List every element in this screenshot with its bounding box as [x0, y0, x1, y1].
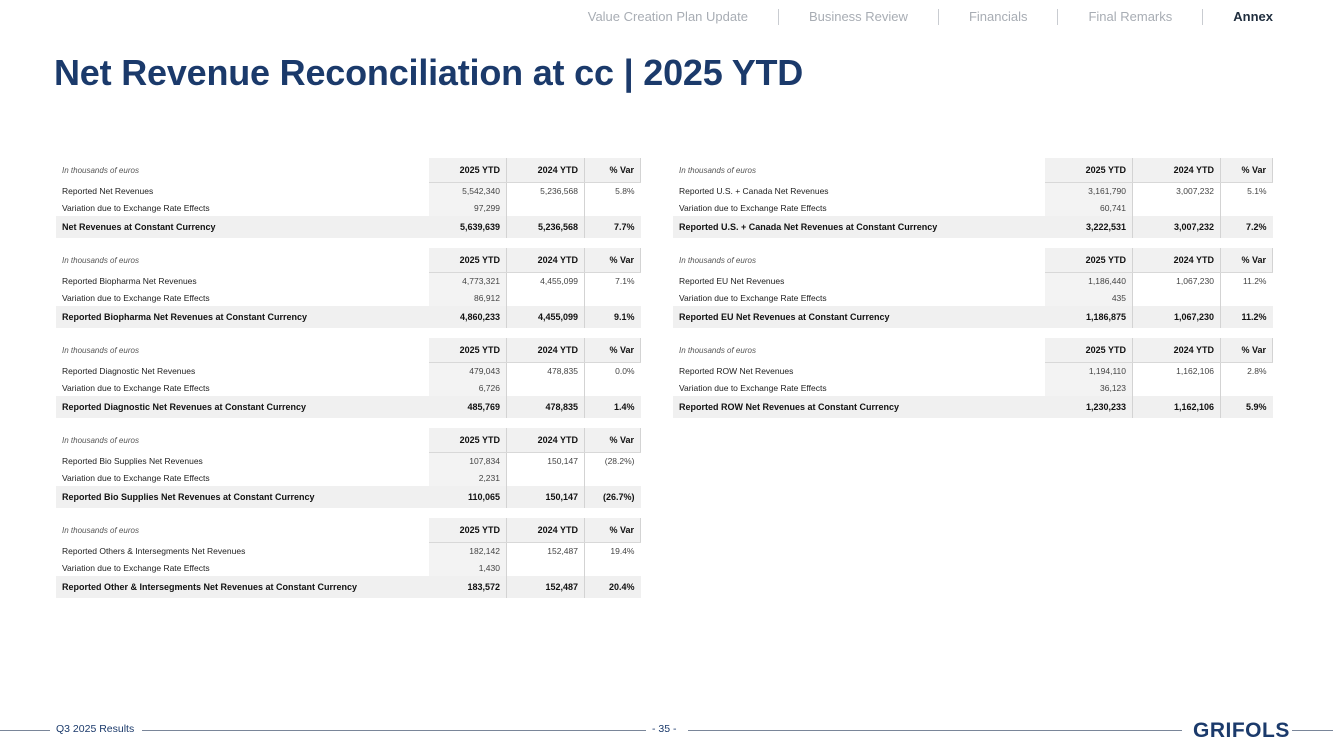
- footer: [0, 719, 1333, 742]
- cell-2025: 2,231: [429, 469, 507, 486]
- total-2024: 4,455,099: [507, 306, 585, 328]
- table-row: [56, 452, 641, 469]
- table-total-row: [56, 486, 641, 508]
- cell-2024: 5,236,568: [507, 182, 585, 199]
- total-2024: 478,835: [507, 396, 585, 418]
- row-label: Variation due to Exchange Rate Effects: [679, 292, 827, 303]
- footer-rule: [0, 730, 50, 731]
- total-label: Reported U.S. + Canada Net Revenues at Constant Currency: [673, 216, 1045, 238]
- cell-2024: 152,487: [507, 542, 585, 559]
- row-label: Variation due to Exchange Rate Effects: [62, 202, 210, 213]
- total-var: 7.7%: [585, 216, 641, 238]
- cell-2025: 1,186,440: [1045, 272, 1133, 289]
- others-intersegments-table: [56, 518, 641, 598]
- total-2024: 5,236,568: [507, 216, 585, 238]
- cell-2025: 182,142: [429, 542, 507, 559]
- table-row: [673, 272, 1273, 289]
- cell-2025: 97,299: [429, 199, 507, 216]
- nav-item-value-creation-plan[interactable]: Value Creation Plan Update: [587, 9, 748, 24]
- cell-var: 11.2%: [1243, 275, 1267, 286]
- row-label: Variation due to Exchange Rate Effects: [62, 562, 210, 573]
- total-2024: 150,147: [507, 486, 585, 508]
- column-header-2025: 2025 YTD: [1045, 158, 1133, 182]
- column-header-2024: 2024 YTD: [1133, 158, 1221, 182]
- footer-report-label: Q3 2025 Results: [56, 723, 135, 735]
- column-header-var: % Var: [585, 518, 641, 542]
- total-label: Reported Biopharma Net Revenues at Constant Currency: [56, 306, 429, 328]
- total-2024: 152,487: [507, 576, 585, 598]
- cell-2024: [507, 469, 585, 486]
- diagnostic-table: [56, 338, 641, 418]
- table-header-row: [673, 248, 1273, 272]
- row-label: Variation due to Exchange Rate Effects: [679, 382, 827, 393]
- total-2024: 3,007,232: [1133, 216, 1221, 238]
- table-total-row: [56, 396, 641, 418]
- total-label: Reported Bio Supplies Net Revenues at Constant Currency: [56, 486, 429, 508]
- cell-var: 19.4%: [610, 545, 635, 556]
- column-header-2025: 2025 YTD: [429, 518, 507, 542]
- top-navigation: [558, 9, 1273, 25]
- unit-note: In thousands of euros: [62, 525, 139, 535]
- cell-2024: 478,835: [507, 362, 585, 379]
- cell-2025: 107,834: [429, 452, 507, 469]
- column-header-2024: 2024 YTD: [507, 248, 585, 272]
- cell-2024: [507, 289, 585, 306]
- cell-var: 0.0%: [615, 365, 635, 376]
- cell-2024: 3,007,232: [1133, 182, 1221, 199]
- table-row: [56, 272, 641, 289]
- column-header-2025: 2025 YTD: [429, 428, 507, 452]
- table-total-row: [56, 576, 641, 598]
- table-header-row: [56, 158, 641, 182]
- nav-item-financials[interactable]: Financials: [938, 9, 1058, 25]
- row-label: Reported Biopharma Net Revenues: [62, 275, 197, 286]
- cell-2024: [507, 379, 585, 396]
- table-header-row: [673, 158, 1273, 182]
- cell-var: (28.2%): [604, 455, 635, 466]
- cell-2025: 4,773,321: [429, 272, 507, 289]
- cell-var: [585, 199, 641, 216]
- grifols-logo: GRIFOLS: [1193, 719, 1290, 742]
- cell-var: [1221, 199, 1273, 216]
- cell-2025: 5,542,340: [429, 182, 507, 199]
- cell-2025: 60,741: [1045, 199, 1133, 216]
- table-row: [56, 362, 641, 379]
- unit-note: In thousands of euros: [679, 255, 756, 265]
- table-row: [673, 362, 1273, 379]
- total-2025: 183,572: [429, 576, 507, 598]
- column-header-var: % Var: [1221, 248, 1273, 272]
- cell-2024: [507, 559, 585, 576]
- table-header-row: [56, 338, 641, 362]
- total-2024: 1,162,106: [1133, 396, 1221, 418]
- cell-2025: 435: [1045, 289, 1133, 306]
- row-table: [673, 338, 1273, 418]
- total-2025: 3,222,531: [1045, 216, 1133, 238]
- column-header-2025: 2025 YTD: [429, 338, 507, 362]
- cell-var: [585, 469, 641, 486]
- unit-note: In thousands of euros: [62, 435, 139, 445]
- cell-var: 5.1%: [1247, 185, 1267, 196]
- total-2024: 1,067,230: [1133, 306, 1221, 328]
- row-label: Reported Diagnostic Net Revenues: [62, 365, 196, 376]
- column-header-2024: 2024 YTD: [507, 428, 585, 452]
- total-label: Reported Diagnostic Net Revenues at Constant Currency: [56, 396, 429, 418]
- cell-2025: 1,430: [429, 559, 507, 576]
- total-2025: 110,065: [429, 486, 507, 508]
- row-label: Reported EU Net Revenues: [679, 275, 785, 286]
- table-row: [673, 379, 1273, 396]
- cell-var: 5.8%: [615, 185, 635, 196]
- eu-table: [673, 248, 1273, 328]
- table-row: [56, 379, 641, 396]
- cell-var: 7.1%: [615, 275, 635, 286]
- total-2025: 1,230,233: [1045, 396, 1133, 418]
- column-header-var: % Var: [1221, 158, 1273, 182]
- cell-var: [585, 379, 641, 396]
- unit-note: In thousands of euros: [62, 345, 139, 355]
- table-row: [56, 289, 641, 306]
- nav-item-final-remarks[interactable]: Final Remarks: [1057, 9, 1202, 25]
- footer-rule: [142, 730, 646, 731]
- unit-note: In thousands of euros: [62, 165, 139, 175]
- column-header-2025: 2025 YTD: [429, 158, 507, 182]
- unit-note: In thousands of euros: [679, 165, 756, 175]
- column-header-var: % Var: [585, 338, 641, 362]
- row-label: Reported U.S. + Canada Net Revenues: [679, 185, 829, 196]
- table-total-row: [56, 216, 641, 238]
- table-row: [56, 182, 641, 199]
- table-total-row: [673, 216, 1273, 238]
- total-2025: 1,186,875: [1045, 306, 1133, 328]
- net-revenues-table: [56, 158, 641, 238]
- column-header-var: % Var: [1221, 338, 1273, 362]
- table-row: [673, 182, 1273, 199]
- table-row: [673, 199, 1273, 216]
- total-var: 9.1%: [585, 306, 641, 328]
- total-2025: 5,639,639: [429, 216, 507, 238]
- column-header-2025: 2025 YTD: [1045, 338, 1133, 362]
- bio-supplies-table: [56, 428, 641, 508]
- column-header-2024: 2024 YTD: [507, 518, 585, 542]
- total-label: Net Revenues at Constant Currency: [56, 216, 429, 238]
- cell-2024: 4,455,099: [507, 272, 585, 289]
- page-title: Net Revenue Reconciliation at cc | 2025 YTD: [54, 52, 804, 93]
- total-label: Reported Other & Intersegments Net Revenues at Constant Currency: [56, 576, 429, 598]
- right-tables-column: [673, 158, 1273, 418]
- total-var: 7.2%: [1221, 216, 1273, 238]
- column-header-2024: 2024 YTD: [1133, 338, 1221, 362]
- cell-2024: [1133, 289, 1221, 306]
- table-row: [56, 542, 641, 559]
- cell-2025: 479,043: [429, 362, 507, 379]
- column-header-var: % Var: [585, 248, 641, 272]
- table-total-row: [673, 306, 1273, 328]
- page-number: - 35 -: [652, 723, 677, 735]
- cell-2025: 86,912: [429, 289, 507, 306]
- column-header-2025: 2025 YTD: [429, 248, 507, 272]
- unit-note: In thousands of euros: [62, 255, 139, 265]
- total-label: Reported ROW Net Revenues at Constant Currency: [673, 396, 1045, 418]
- cell-var: 2.8%: [1247, 365, 1267, 376]
- cell-var: [585, 559, 641, 576]
- row-label: Reported ROW Net Revenues: [679, 365, 794, 376]
- column-header-2024: 2024 YTD: [507, 158, 585, 182]
- cell-var: [1221, 289, 1273, 306]
- row-label: Variation due to Exchange Rate Effects: [62, 292, 210, 303]
- nav-item-business-review[interactable]: Business Review: [778, 9, 938, 25]
- us-canada-table: [673, 158, 1273, 238]
- biopharma-table: [56, 248, 641, 328]
- column-header-2024: 2024 YTD: [1133, 248, 1221, 272]
- total-2025: 485,769: [429, 396, 507, 418]
- table-header-row: [56, 248, 641, 272]
- cell-2025: 36,123: [1045, 379, 1133, 396]
- row-label: Variation due to Exchange Rate Effects: [62, 382, 210, 393]
- cell-2024: 150,147: [507, 452, 585, 469]
- footer-rule: [688, 730, 1182, 731]
- cell-2024: 1,067,230: [1133, 272, 1221, 289]
- table-total-row: [56, 306, 641, 328]
- total-var: 1.4%: [585, 396, 641, 418]
- column-header-2024: 2024 YTD: [507, 338, 585, 362]
- cell-2024: [507, 199, 585, 216]
- column-header-var: % Var: [585, 158, 641, 182]
- cell-2025: 6,726: [429, 379, 507, 396]
- total-var: 11.2%: [1221, 306, 1273, 328]
- total-var: (26.7%): [585, 486, 641, 508]
- row-label: Variation due to Exchange Rate Effects: [62, 472, 210, 483]
- cell-2025: 3,161,790: [1045, 182, 1133, 199]
- row-label: Reported Net Revenues: [62, 185, 154, 196]
- table-row: [56, 199, 641, 216]
- total-2025: 4,860,233: [429, 306, 507, 328]
- table-row: [56, 559, 641, 576]
- unit-note: In thousands of euros: [679, 345, 756, 355]
- cell-var: [1221, 379, 1273, 396]
- nav-item-annex[interactable]: Annex: [1202, 9, 1273, 25]
- column-header-var: % Var: [585, 428, 641, 452]
- cell-2024: 1,162,106: [1133, 362, 1221, 379]
- total-var: 20.4%: [585, 576, 641, 598]
- cell-2024: [1133, 199, 1221, 216]
- cell-2025: 1,194,110: [1045, 362, 1133, 379]
- cell-2024: [1133, 379, 1221, 396]
- table-row: [56, 469, 641, 486]
- table-row: [673, 289, 1273, 306]
- row-label: Reported Bio Supplies Net Revenues: [62, 455, 203, 466]
- left-tables-column: [56, 158, 641, 598]
- table-header-row: [56, 428, 641, 452]
- row-label: Reported Others & Intersegments Net Revenues: [62, 545, 246, 556]
- cell-var: [585, 289, 641, 306]
- total-label: Reported EU Net Revenues at Constant Currency: [673, 306, 1045, 328]
- table-header-row: [56, 518, 641, 542]
- table-total-row: [673, 396, 1273, 418]
- table-header-row: [673, 338, 1273, 362]
- footer-rule: [1292, 730, 1333, 731]
- row-label: Variation due to Exchange Rate Effects: [679, 202, 827, 213]
- total-var: 5.9%: [1221, 396, 1273, 418]
- column-header-2025: 2025 YTD: [1045, 248, 1133, 272]
